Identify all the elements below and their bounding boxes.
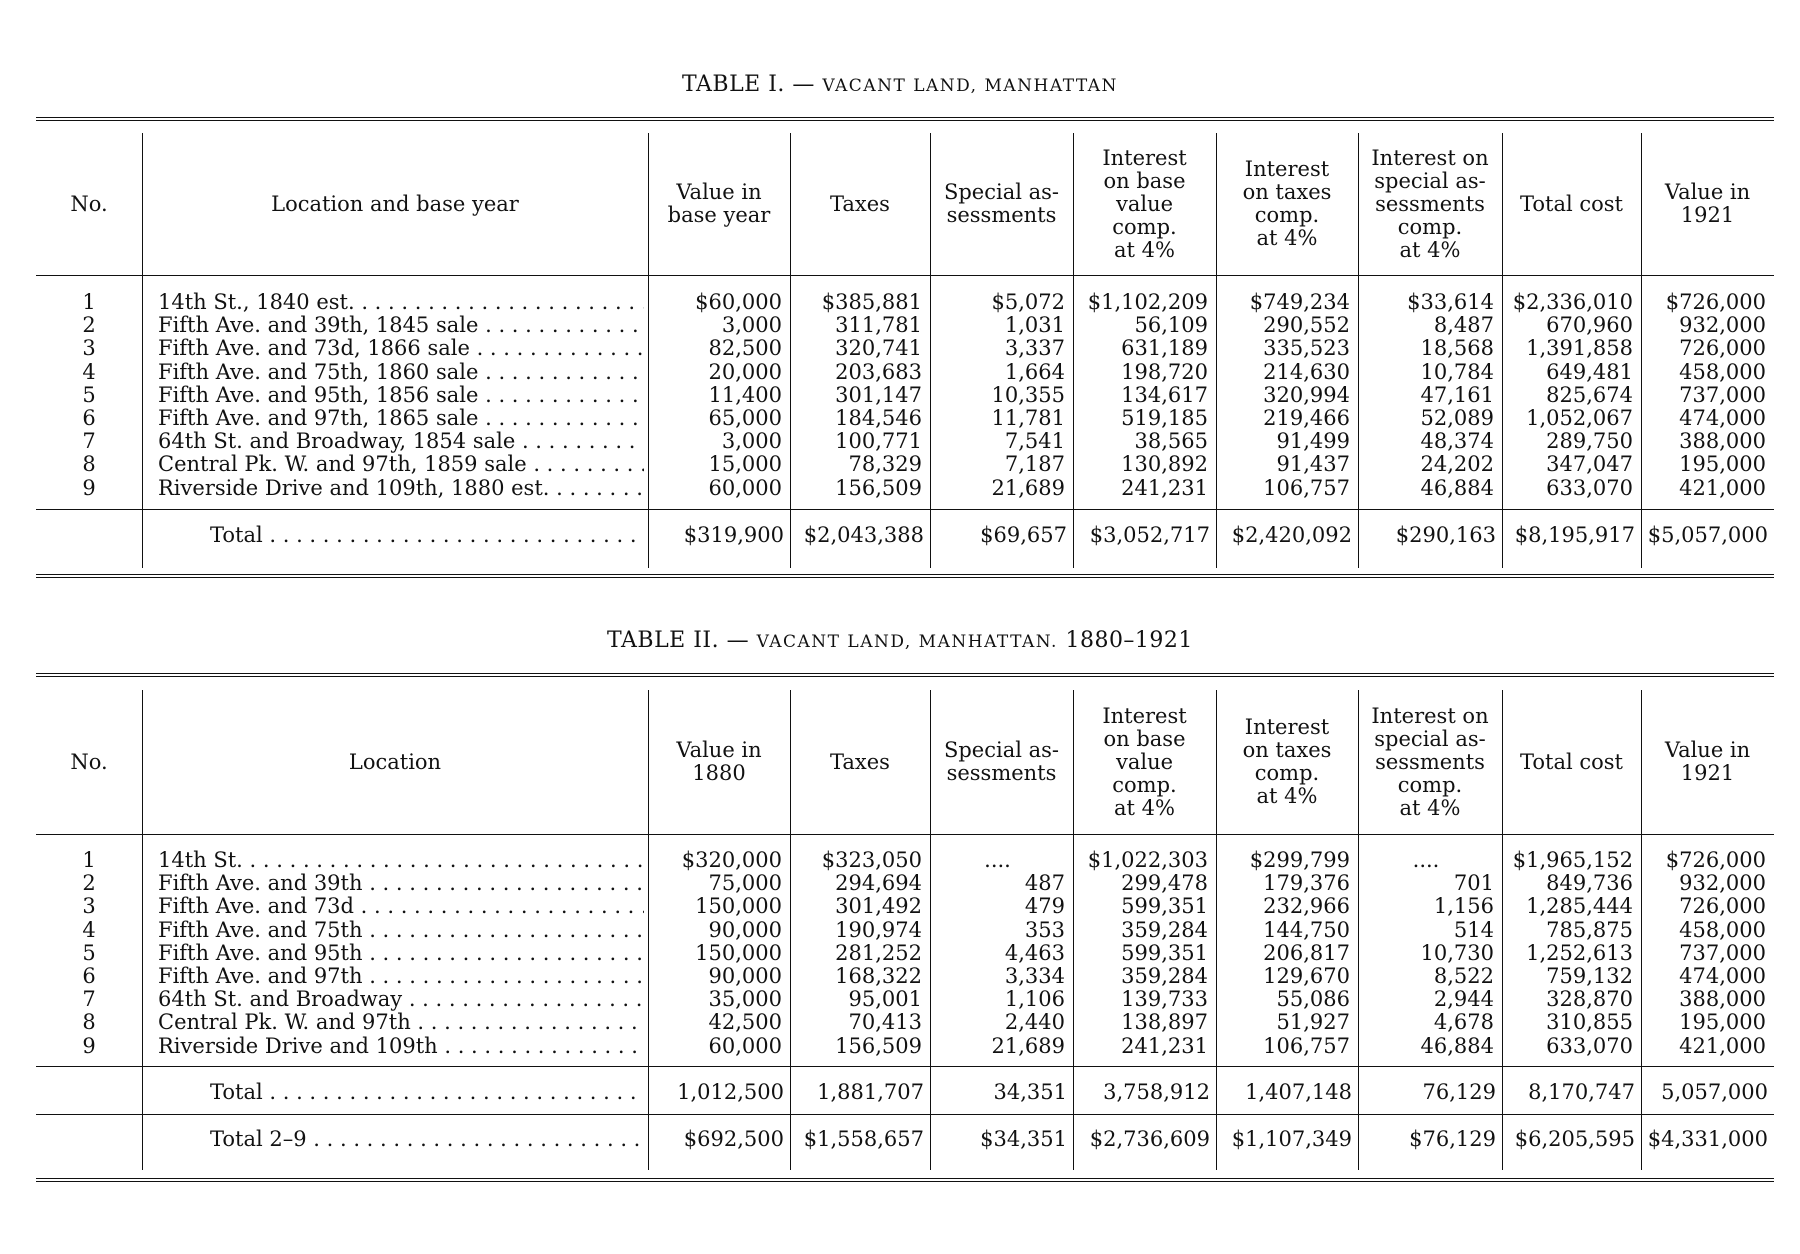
table2-total-cell: Total . . . (210, 1081, 644, 1104)
table2-cell-special-assessments: 3,334 (1004, 964, 1065, 988)
table2-cell-location: Fifth Ave. and 75th . . . (158, 919, 644, 942)
table2-cell-interest-taxes: 179,376 (1263, 871, 1350, 896)
table2-total-rule (36, 1066, 1774, 1067)
table1-cell-value-base: $60,000 (695, 290, 782, 314)
table1-cell-taxes: 301,147 (835, 382, 922, 407)
table-row (36, 1011, 1774, 1034)
table2-total29-cell: $1,558,657 (803, 1127, 924, 1151)
table1-total-cell: Total . . . (210, 524, 644, 547)
table2-cell-no: 5 (82, 940, 96, 965)
table-row (36, 919, 1774, 942)
table2-total29-cell: $692,500 (683, 1127, 784, 1151)
table1-cell-interest-base: 56,109 (1134, 313, 1208, 338)
table2-header-interest-base (1073, 690, 1216, 834)
table1-title-prefix: TABLE I. — (682, 72, 823, 97)
table2-header-text-total-cost: Total cost (1520, 749, 1623, 774)
table1-cell-interest-taxes: 290,552 (1263, 313, 1350, 338)
table1-cell-no: 3 (82, 336, 96, 361)
table1-cell-total-cost: 825,674 (1546, 382, 1633, 407)
table2-cell-value-base: 42,500 (708, 1010, 782, 1035)
table1-total-rule (36, 509, 1774, 510)
table2-header-text-special-assessments: Special as- sessments (943, 738, 1060, 785)
table1-cell-special-assessments: 10,355 (991, 382, 1065, 407)
table2-header-text-value-base: Value in 1880 (676, 738, 762, 785)
table1-cell-interest-taxes: 335,523 (1263, 336, 1350, 361)
table1-header-value-base (648, 133, 790, 275)
table2-cell-location: Fifth Ave. and 39th . . . (158, 872, 644, 895)
table1-cell-interest-base: 198,720 (1121, 359, 1208, 384)
table-row (36, 407, 1774, 430)
table1-cell-interest-special: 10,784 (1420, 359, 1494, 384)
table1-header-interest-taxes (1216, 133, 1358, 275)
table2-header-rule (36, 834, 1774, 835)
table1-cell-interest-special: 48,374 (1420, 429, 1494, 454)
table2-cell-interest-base: $1,022,303 (1087, 848, 1208, 872)
table-row (36, 942, 1774, 965)
table2-cell-interest-taxes: 232,966 (1263, 894, 1350, 919)
table2-total-rule (36, 1114, 1774, 1115)
table2-title-suffix: 1880–1921 (1057, 628, 1193, 653)
table2-cell-interest-base: 138,897 (1121, 1010, 1208, 1035)
table1-cell-interest-base: 134,617 (1121, 382, 1208, 407)
table1-header-text-total-cost: Total cost (1520, 191, 1623, 216)
table-row (36, 337, 1774, 360)
table2-cell-no: 8 (82, 1010, 96, 1035)
table1-cell-special-assessments: 11,781 (991, 406, 1065, 430)
table2-cell-total-cost: 310,855 (1546, 1010, 1633, 1035)
table2-cell-location: 64th St. and Broadway . . . (158, 988, 644, 1011)
table2-total-cell: 76,129 (1422, 1080, 1496, 1104)
table2-cell-value-base: 75,000 (708, 871, 782, 896)
table1-cell-interest-base: $1,102,209 (1087, 290, 1208, 314)
table2-cell-special-assessments: 21,689 (991, 1033, 1065, 1058)
table2-header-value-base (648, 690, 790, 834)
table2-total29-cell: $34,351 (980, 1127, 1067, 1151)
table2-cell-location: 14th St. . . . (158, 849, 644, 872)
table1-cell-interest-special: $33,614 (1407, 290, 1494, 314)
table-row (36, 872, 1774, 895)
table2-top-rule (36, 673, 1774, 677)
table1-cell-interest-special: 46,884 (1420, 475, 1494, 500)
table2-total29-cell: Total 2–9 . . . (210, 1128, 644, 1151)
table1-cell-no: 4 (82, 359, 96, 384)
table1-cell-interest-taxes: 214,630 (1263, 359, 1350, 384)
table1-cell-no: 6 (82, 406, 96, 430)
table1-total-cell: $2,043,388 (803, 523, 924, 547)
table-row (36, 1035, 1774, 1058)
table2-cell-taxes: 95,001 (848, 987, 922, 1012)
table2-cell-interest-base: 599,351 (1121, 940, 1208, 965)
table2-cell-interest-base: 241,231 (1121, 1033, 1208, 1058)
table2-cell-total-cost: 849,736 (1546, 871, 1633, 896)
table1-cell-interest-taxes: 91,499 (1276, 429, 1350, 454)
table1-cell-taxes: 100,771 (835, 429, 922, 454)
table1-cell-interest-base: 241,231 (1121, 475, 1208, 500)
table2-cell-taxes: 190,974 (835, 917, 922, 942)
table2-cell-value-1921: 195,000 (1679, 1010, 1766, 1035)
table2-header-taxes (790, 690, 930, 834)
table2-cell-interest-taxes: $299,799 (1249, 848, 1350, 872)
table2-header-interest-taxes (1216, 690, 1358, 834)
table2-cell-interest-taxes: 51,927 (1276, 1010, 1350, 1035)
table1-total-cell: $290,163 (1395, 523, 1496, 547)
table1-header-interest-special (1358, 133, 1502, 275)
table2-cell-interest-special: .... (1412, 848, 1440, 872)
table2-cell-interest-taxes: 144,750 (1263, 917, 1350, 942)
table2-cell-no: 9 (82, 1033, 96, 1058)
table2-title-prefix: TABLE II. — (607, 628, 757, 653)
table2-cell-interest-special: 10,730 (1420, 940, 1494, 965)
table2-cell-total-cost: $1,965,152 (1512, 848, 1633, 872)
table2-cell-value-1921: 421,000 (1679, 1033, 1766, 1058)
table2-total-cell: 8,170,747 (1528, 1080, 1635, 1104)
table2-cell-interest-special: 2,944 (1433, 987, 1494, 1012)
table-row (36, 291, 1774, 314)
table1-header-text-interest-special: Interest on special as- sessments comp. at 4% (1371, 145, 1489, 262)
table1-cell-taxes: 203,683 (835, 359, 922, 384)
table1-total-cell: $5,057,000 (1647, 523, 1768, 547)
table1-cell-value-base: 3,000 (721, 429, 782, 454)
table1-cell-taxes: 184,546 (835, 406, 922, 430)
table2-header-text-interest-taxes: Interest on taxes comp. at 4% (1242, 715, 1332, 808)
table-row (36, 430, 1774, 453)
table1-cell-value-1921: 421,000 (1679, 475, 1766, 500)
table2-cell-interest-base: 139,733 (1121, 987, 1208, 1012)
table2-cell-taxes: 168,322 (835, 964, 922, 988)
table1-header-special-assessments (930, 133, 1073, 275)
table1-cell-location: Riverside Drive and 109th, 1880 est. . . . (158, 477, 644, 500)
table2-cell-no: 7 (82, 987, 96, 1012)
table1-cell-interest-special: 8,487 (1433, 313, 1494, 338)
table-row (36, 361, 1774, 384)
table1-cell-interest-special: 47,161 (1420, 382, 1494, 407)
table1-cell-value-base: 82,500 (708, 336, 782, 361)
table1-header-location (142, 133, 648, 275)
table1-header-text-interest-taxes: Interest on taxes comp. at 4% (1242, 157, 1332, 250)
table1-cell-location: Fifth Ave. and 75th, 1860 sale . . . (158, 361, 644, 384)
table2-header-location (142, 690, 648, 834)
table1-total-cell: $8,195,917 (1514, 523, 1635, 547)
table1-cell-interest-taxes: $749,234 (1249, 290, 1350, 314)
table2-cell-no: 1 (82, 848, 96, 872)
table2-cell-total-cost: 1,252,613 (1526, 940, 1633, 965)
table2-cell-no: 2 (82, 871, 96, 896)
total-row (36, 1081, 1774, 1104)
table1-cell-interest-special: 18,568 (1420, 336, 1494, 361)
table2-cell-interest-special: 46,884 (1420, 1033, 1494, 1058)
table2-header-text-location: Location (348, 749, 442, 774)
table2-cell-value-1921: $726,000 (1665, 848, 1766, 872)
table1-header-value-1921 (1641, 133, 1774, 275)
table2-header-text-no: No. (70, 749, 108, 774)
total-row (36, 1128, 1774, 1151)
table2-cell-value-base: $320,000 (681, 848, 782, 872)
table2-cell-interest-base: 359,284 (1121, 964, 1208, 988)
table1-title-smallcaps: VACANT LAND, MANHATTAN (822, 76, 1118, 96)
table2-cell-special-assessments: 2,440 (1004, 1010, 1065, 1035)
table1-cell-interest-base: 519,185 (1121, 406, 1208, 430)
table2-header-no (36, 690, 142, 834)
table1-cell-total-cost: 1,052,067 (1526, 406, 1633, 430)
table1-cell-value-base: 11,400 (708, 382, 782, 407)
table2-cell-value-base: 90,000 (708, 964, 782, 988)
table2-cell-value-base: 90,000 (708, 917, 782, 942)
table1-cell-total-cost: 633,070 (1546, 475, 1633, 500)
table1-cell-value-base: 65,000 (708, 406, 782, 430)
table1-cell-total-cost: 347,047 (1546, 452, 1633, 477)
table2-cell-interest-base: 299,478 (1121, 871, 1208, 896)
table2-cell-total-cost: 1,285,444 (1526, 894, 1633, 919)
table1-cell-no: 2 (82, 313, 96, 338)
total-row (36, 524, 1774, 547)
table2-cell-location: Central Pk. W. and 97th . . . (158, 1011, 644, 1034)
table1-cell-value-1921: 932,000 (1679, 313, 1766, 338)
table2-cell-special-assessments: .... (984, 848, 1011, 872)
table-row (36, 453, 1774, 476)
table2-cell-interest-special: 8,522 (1433, 964, 1494, 988)
table2-cell-taxes: 281,252 (835, 940, 922, 965)
table2-total29-cell: $4,331,000 (1647, 1127, 1768, 1151)
table-row (36, 384, 1774, 407)
table1-cell-taxes: 311,781 (835, 313, 922, 338)
table2-cell-special-assessments: 353 (1024, 917, 1065, 942)
table1-cell-special-assessments: 21,689 (991, 475, 1065, 500)
table2-cell-taxes: 70,413 (848, 1010, 922, 1035)
table2-cell-location: Fifth Ave. and 97th . . . (158, 965, 644, 988)
table-row (36, 895, 1774, 918)
table2-header-text-value-1921: Value in 1921 (1664, 738, 1751, 785)
table2-header-value-1921 (1641, 690, 1774, 834)
table2-cell-interest-base: 359,284 (1121, 917, 1208, 942)
table1-cell-total-cost: 1,391,858 (1526, 336, 1633, 361)
table2-cell-special-assessments: 479 (1024, 894, 1065, 919)
table1-cell-interest-base: 631,189 (1121, 336, 1208, 361)
table2-cell-no: 6 (82, 964, 96, 988)
table-row (36, 849, 1774, 872)
table2-total-cell: 1,407,148 (1245, 1080, 1352, 1104)
table1-cell-value-base: 60,000 (708, 475, 782, 500)
table1-cell-value-1921: 458,000 (1679, 359, 1766, 384)
table2-cell-value-base: 35,000 (708, 987, 782, 1012)
table2-cell-total-cost: 328,870 (1546, 987, 1633, 1012)
table1-cell-special-assessments: 1,664 (1004, 359, 1065, 384)
table1-cell-value-1921: 195,000 (1679, 452, 1766, 477)
table2-cell-value-1921: 458,000 (1679, 917, 1766, 942)
table2-cell-interest-taxes: 129,670 (1263, 964, 1350, 988)
table1-header-text-value-1921: Value in 1921 (1664, 180, 1751, 227)
table2-cell-interest-special: 1,156 (1433, 894, 1494, 919)
table1-cell-interest-taxes: 320,994 (1263, 382, 1350, 407)
table1-total-cell: $3,052,717 (1089, 523, 1210, 547)
table1-header-taxes (790, 133, 930, 275)
table2-header-special-assessments (930, 690, 1073, 834)
table1-cell-location: 64th St. and Broadway, 1854 sale . . . (158, 430, 644, 453)
table2-cell-no: 4 (82, 917, 96, 942)
table1-cell-taxes: $385,881 (821, 290, 922, 314)
table1-total-cell: $319,900 (683, 523, 784, 547)
table-row (36, 965, 1774, 988)
table1-cell-special-assessments: 1,031 (1004, 313, 1065, 338)
table2-cell-value-base: 150,000 (695, 940, 782, 965)
table1-cell-interest-taxes: 219,466 (1263, 406, 1350, 430)
table2-cell-value-1921: 474,000 (1679, 964, 1766, 988)
table1-header-text-interest-base: Interest on base value comp. at 4% (1102, 145, 1187, 262)
table2-cell-value-base: 150,000 (695, 894, 782, 919)
table2-cell-taxes: 294,694 (835, 871, 922, 896)
table1-cell-location: Central Pk. W. and 97th, 1859 sale . . . (158, 453, 644, 476)
table1-header-interest-base (1073, 133, 1216, 275)
table-row (36, 988, 1774, 1011)
table1-cell-total-cost: 670,960 (1546, 313, 1633, 338)
table2-header-text-interest-special: Interest on special as- sessments comp. at 4% (1371, 703, 1489, 820)
table1-title (0, 72, 1800, 97)
table1-cell-value-1921: 726,000 (1679, 336, 1766, 361)
table1-total-cell: $69,657 (980, 523, 1067, 547)
table2-cell-special-assessments: 1,106 (1004, 987, 1065, 1012)
table1-cell-interest-base: 130,892 (1121, 452, 1208, 477)
table2-total-cell: 1,012,500 (677, 1080, 784, 1104)
table1-cell-interest-taxes: 106,757 (1263, 475, 1350, 500)
table1-cell-no: 5 (82, 382, 96, 407)
table2-total-cell: 5,057,000 (1661, 1080, 1768, 1104)
table2-cell-value-1921: 726,000 (1679, 894, 1766, 919)
table1-header-text-location: Location and base year (271, 191, 519, 216)
table1-cell-special-assessments: $5,072 (991, 290, 1065, 314)
table2-cell-interest-taxes: 106,757 (1263, 1033, 1350, 1058)
table2-cell-interest-special: 514 (1453, 917, 1494, 942)
table2-cell-total-cost: 759,132 (1546, 964, 1633, 988)
table1-bottom-rule (36, 574, 1774, 578)
table2-header-text-taxes: Taxes (830, 749, 890, 774)
table2-header-text-interest-base: Interest on base value comp. at 4% (1102, 703, 1187, 820)
table2-total29-cell: $76,129 (1409, 1127, 1496, 1151)
table1-header-text-special-assessments: Special as- sessments (943, 180, 1060, 227)
table-row (36, 477, 1774, 500)
table1-cell-no: 1 (82, 290, 96, 314)
table2-cell-value-1921: 388,000 (1679, 987, 1766, 1012)
table2-cell-interest-taxes: 206,817 (1263, 940, 1350, 965)
table2-cell-interest-special: 4,678 (1433, 1010, 1494, 1035)
table-row (36, 314, 1774, 337)
table2-title (0, 628, 1800, 653)
table1-cell-location: 14th St., 1840 est. . . . (158, 291, 644, 314)
table2-header-interest-special (1358, 690, 1502, 834)
table1-cell-taxes: 320,741 (835, 336, 922, 361)
table1-cell-value-1921: 474,000 (1679, 406, 1766, 430)
table1-cell-no: 7 (82, 429, 96, 454)
table2-cell-interest-special: 701 (1453, 871, 1494, 896)
table1-header-text-taxes: Taxes (830, 191, 890, 216)
table1-cell-special-assessments: 3,337 (1004, 336, 1065, 361)
table1-cell-location: Fifth Ave. and 95th, 1856 sale . . . (158, 384, 644, 407)
table2-cell-special-assessments: 4,463 (1004, 940, 1065, 965)
table1-cell-value-1921: 737,000 (1679, 382, 1766, 407)
table2-cell-value-1921: 932,000 (1679, 871, 1766, 896)
table2-cell-value-base: 60,000 (708, 1033, 782, 1058)
table1-header-no (36, 133, 142, 275)
table1-header-text-no: No. (70, 191, 108, 216)
table2-total29-cell: $6,205,595 (1514, 1127, 1635, 1151)
table1-header-total-cost (1502, 133, 1641, 275)
table2-total-cell: 34,351 (993, 1080, 1067, 1104)
table1-header-text-value-base: Value in base year (667, 180, 771, 227)
table1-cell-value-1921: $726,000 (1665, 290, 1766, 314)
table1-cell-total-cost: 289,750 (1546, 429, 1633, 454)
table2-cell-interest-base: 599,351 (1121, 894, 1208, 919)
table1-cell-no: 9 (82, 475, 96, 500)
table1-total-cell: $2,420,092 (1231, 523, 1352, 547)
table2-cell-location: Fifth Ave. and 95th . . . (158, 942, 644, 965)
table1-header-rule (36, 275, 1774, 276)
table1-top-rule (36, 117, 1774, 121)
table1-cell-interest-special: 52,089 (1420, 406, 1494, 430)
table2-cell-no: 3 (82, 894, 96, 919)
table2-header-total-cost (1502, 690, 1641, 834)
table1-cell-location: Fifth Ave. and 97th, 1865 sale . . . (158, 407, 644, 430)
table1-cell-no: 8 (82, 452, 96, 477)
table2-cell-value-1921: 737,000 (1679, 940, 1766, 965)
table2-cell-location: Fifth Ave. and 73d . . . (158, 895, 644, 918)
table2-cell-total-cost: 633,070 (1546, 1033, 1633, 1058)
table2-cell-location: Riverside Drive and 109th . . . (158, 1035, 644, 1058)
table1-cell-value-1921: 388,000 (1679, 429, 1766, 454)
table1-cell-location: Fifth Ave. and 73d, 1866 sale . . . (158, 337, 644, 360)
table2-bottom-rule (36, 1178, 1774, 1182)
table2-cell-taxes: $323,050 (821, 848, 922, 872)
table2-cell-taxes: 156,509 (835, 1033, 922, 1058)
table1-cell-taxes: 78,329 (848, 452, 922, 477)
table2-title-smallcaps: VACANT LAND, MANHATTAN. (756, 632, 1058, 652)
table2-cell-total-cost: 785,875 (1546, 917, 1633, 942)
table2-total-cell: 1,881,707 (817, 1080, 924, 1104)
table2-total29-cell: $1,107,349 (1231, 1127, 1352, 1151)
table1-cell-interest-taxes: 91,437 (1276, 452, 1350, 477)
table2-cell-special-assessments: 487 (1024, 871, 1065, 896)
table2-cell-interest-taxes: 55,086 (1276, 987, 1350, 1012)
table1-cell-value-base: 15,000 (708, 452, 782, 477)
table1-cell-special-assessments: 7,541 (1004, 429, 1065, 454)
table1-cell-total-cost: 649,481 (1546, 359, 1633, 384)
table1-cell-value-base: 3,000 (721, 313, 782, 338)
table2-total-cell: 3,758,912 (1103, 1080, 1210, 1104)
table1-cell-interest-base: 38,565 (1134, 429, 1208, 454)
table1-cell-location: Fifth Ave. and 39th, 1845 sale . . . (158, 314, 644, 337)
table1-cell-interest-special: 24,202 (1420, 452, 1494, 477)
table1-cell-special-assessments: 7,187 (1004, 452, 1065, 477)
table1-cell-taxes: 156,509 (835, 475, 922, 500)
table2-total29-cell: $2,736,609 (1089, 1127, 1210, 1151)
table2-cell-taxes: 301,492 (835, 894, 922, 919)
table1-cell-value-base: 20,000 (708, 359, 782, 384)
table1-cell-total-cost: $2,336,010 (1512, 290, 1633, 314)
